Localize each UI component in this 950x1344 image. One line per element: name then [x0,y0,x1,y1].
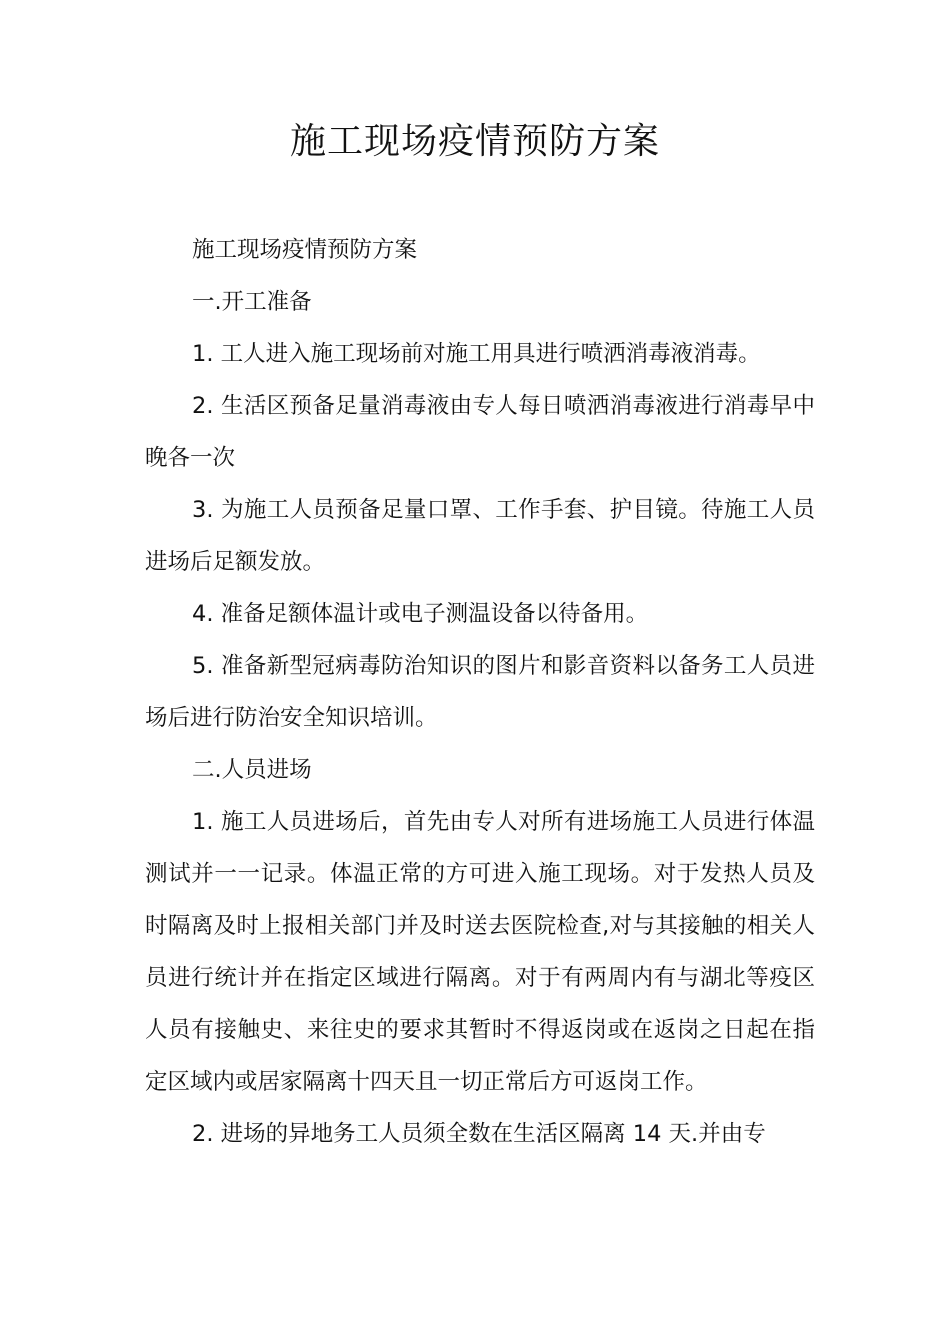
paragraph-item: 1. 施工人员进场后，首先由专人对所有进场施工人员进行体温测试并一一记录。体温正常的方可进入施工现场。对于发热人员及时隔离及时上报相关部门并及时送去医院检查,对与其接触的相关人员进行统计并在指定区域进行隔离。对于有两周内有与湖北等疫区人员有接触史、来往史的要求其暂时不得返岗或在返岗之日起在指定区域内或居家隔离十四天且一切正常后方可返岗工作。 [145,809,815,1095]
document-title: 施工现场疫情预防方案 [289,121,660,162]
paragraph-item: 2. 进场的异地务工人员须全数在生活区隔离 14 天.并由专 [192,1121,766,1147]
paragraph-item: 1. 工人进入施工现场前对施工用具进行喷洒消毒液消毒。 [192,341,761,367]
paragraph-subtitle: 施工现场疫情预防方案 [192,237,418,263]
section-heading-preparation: 一.开工准备 [192,289,312,315]
paragraph-item: 4. 准备足额体温计或电子测温设备以待备用。 [192,601,649,627]
document-body [145,224,815,1160]
paragraph-item: 3. 为施工人员预备足量口罩、工作手套、护目镜。待施工人员进场后足额发放。 [145,497,815,575]
section-heading-entry: 二.人员进场 [192,757,312,783]
paragraph-item: 5. 准备新型冠病毒防治知识的图片和影音资料以备务工人员进场后进行防治安全知识培训。 [145,653,815,731]
paragraph-item: 2. 生活区预备足量消毒液由专人每日喷洒消毒液进行消毒早中晚各一次 [145,393,815,471]
